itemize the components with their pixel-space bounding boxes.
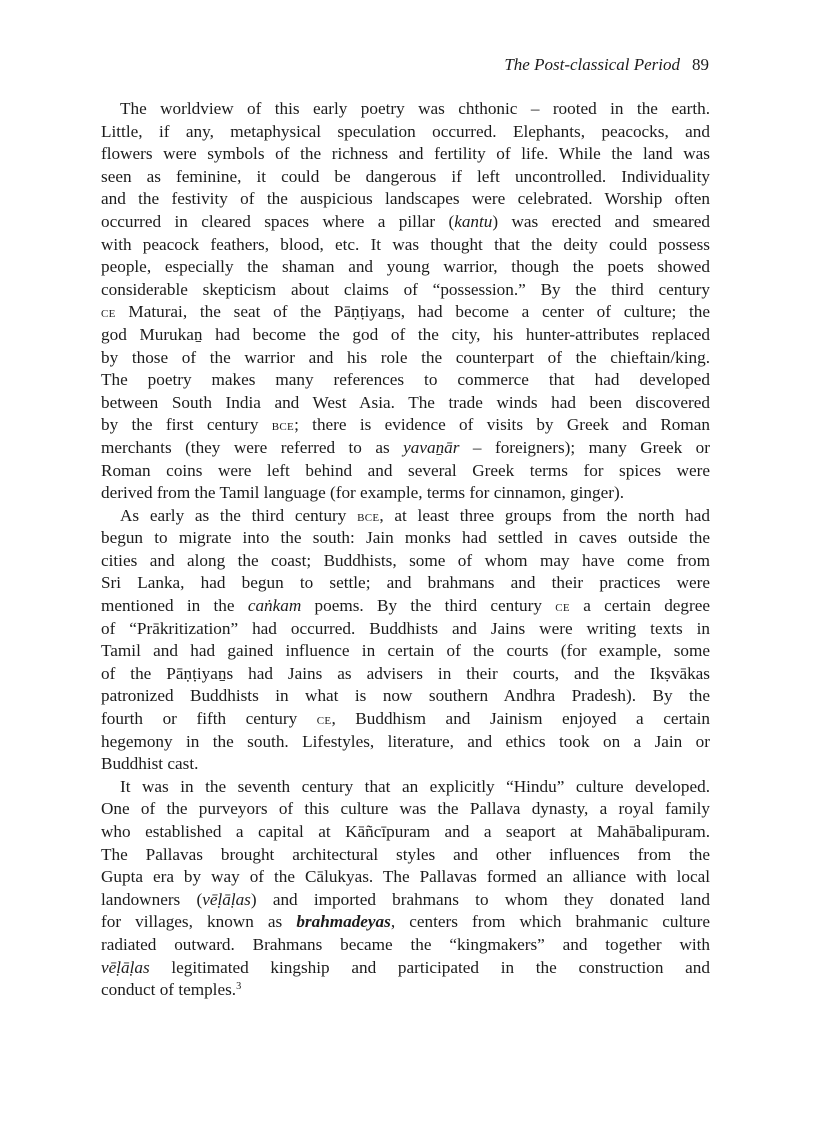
text-run: legitimated kingship and participated in the construction and [149,957,710,977]
italic-term: vēḷāḷas [202,889,251,909]
text-run: cities and along the coast; Buddhists, some of whom may have come from [101,550,710,570]
text-run: people, especially the shaman and young warrior, though the poets showed [101,257,710,277]
era-abbreviation: ce [316,712,332,729]
paragraph [101,505,710,776]
text-run: considerable skepticism about claims of “possession.” By the third century [101,279,710,299]
text-run: The poetry makes many references to commerce that had developed [101,370,710,390]
text-run: derived from the Tamil language (for example, terms for cinnamon, ginger). [101,483,624,503]
text-run: It was in the seventh century that an explicitly “Hindu” culture developed. [120,776,710,796]
era-abbreviation: bce [357,508,380,525]
text-run: The Pallavas brought architectural styles and other influences from the [101,844,710,864]
text-line [101,279,710,302]
text-line [101,347,710,370]
text-run: occurred in cleared spaces where a pillar ( [101,211,455,231]
footnote-marker[interactable]: 3 [236,980,242,992]
text-line [101,482,710,505]
text-run: , centers from which brahmanic culture [390,912,710,932]
text-line [101,957,710,980]
text-run: , Buddhism and Jainism enjoyed a certain [331,709,710,729]
bold-italic-term: brahmadeyas [296,912,391,932]
text-line [101,437,710,460]
text-line [101,640,710,663]
text-line [101,505,710,528]
text-line [101,708,710,731]
text-line [101,889,710,912]
text-line [101,460,710,483]
italic-term: yavaṉār [403,437,460,457]
text-run: of the Pāṇṭiyaṉs had Jains as advisers in their courts, and the Ikṣvākas [101,663,710,683]
text-run: patronized Buddhists in what is now southern Andhra Pradesh). By the [101,686,710,706]
text-run: god Murukaṉ had become the god of the city, his hunter-attributes replaced [101,324,710,344]
running-head [504,55,709,75]
page-number: 89 [692,55,709,74]
text-line [101,301,710,324]
text-run: merchants (they were referred to as [101,437,404,457]
text-run: a certain degree [569,596,710,616]
italic-term: kantu [454,211,493,231]
text-line [101,979,710,1002]
text-line [101,188,710,211]
text-line [101,618,710,641]
text-line [101,844,710,867]
text-run: Roman coins were left behind and several Greek terms for spices were [101,460,710,480]
text-run: flowers were symbols of the richness and fertility of life. While the land was [101,144,710,164]
text-line [101,369,710,392]
text-line [101,866,710,889]
text-line [101,324,710,347]
text-line [101,731,710,754]
text-run: landowners ( [101,889,203,909]
text-run: hegemony in the south. Lifestyles, literature, and ethics took on a Jain or [101,731,710,751]
text-run: ; there is evidence of visits by Greek and Roman [294,415,710,435]
text-line [101,121,710,144]
text-line [101,821,710,844]
text-line [101,753,710,776]
text-line [101,776,710,799]
text-line [101,550,710,573]
text-run: radiated outward. Brahmans became the “kingmakers” and together with [101,934,710,954]
text-line [101,234,710,257]
text-line [101,595,710,618]
text-line [101,211,710,234]
text-run: poems. By the third century [301,596,556,616]
text-run: – foreigners); many Greek or [459,437,710,457]
text-line [101,527,710,550]
era-abbreviation: ce [555,599,570,616]
text-line [101,143,710,166]
text-run: and the festivity of the auspicious landscapes were celebrated. Worship often [101,189,710,209]
text-run: , at least three groups from the north had [379,505,711,525]
text-run: with peacock feathers, blood, etc. It was thought that the deity could possess [101,234,710,254]
running-head-title: The Post-classical Period [504,55,680,74]
text-run: for villages, known as [101,912,297,932]
text-run: Little, if any, metaphysical speculation occurred. Elephants, peacocks, and [101,121,710,141]
text-run: mentioned in the [101,596,248,616]
text-run: fourth or fifth century [101,709,317,729]
text-run: conduct of temples. [101,980,237,1000]
text-line [101,572,710,595]
text-line [101,663,710,686]
text-line [101,911,710,934]
text-line [101,98,710,121]
text-run: Maturai, the seat of the Pāṇṭiyaṉs, had become a center of culture; the [115,302,710,322]
text-line [101,392,710,415]
text-run: As early as the third century [120,505,358,525]
paragraph [101,776,710,1002]
text-run: of “Prākritization” had occurred. Buddhists and Jains were writing texts in [101,618,710,638]
era-abbreviation: ce [101,305,116,322]
text-line [101,256,710,279]
text-run: Gupta era by way of the Cālukyas. The Pallavas formed an alliance with local [101,867,710,887]
text-run: by the first century [101,415,272,435]
text-line [101,166,710,189]
text-line [101,414,710,437]
text-run: ) and imported brahmans to whom they donated land [250,889,710,909]
text-run: between South India and West Asia. The trade winds had been discovered [101,392,710,412]
text-run: Sri Lanka, had begun to settle; and brahmans and their practices were [101,573,710,593]
paragraph [101,98,710,505]
text-run: One of the purveyors of this culture was the Pallava dynasty, a royal family [101,799,710,819]
text-run: seen as feminine, it could be dangerous if left uncontrolled. Individuality [101,166,710,186]
text-run: who established a capital at Kāñcīpuram and a seaport at Mahābalipuram. [101,822,710,841]
text-run: Buddhist cast. [101,754,199,774]
text-line [101,798,710,821]
text-run: ) was erected and smeared [492,211,711,231]
era-abbreviation: bce [271,418,295,435]
text-run: The worldview of this early poetry was chthonic – rooted in the earth. [120,99,710,118]
italic-term: vēḷāḷas [101,957,150,977]
text-run: Tamil and had gained influence in certain of the courts (for example, some [101,641,710,661]
text-line [101,934,710,957]
body-text [101,98,710,1002]
text-run: by those of the warrior and his role the counterpart of the chieftain/king. [101,347,710,367]
italic-term: caṅkam [247,596,302,616]
text-run: begun to migrate into the south: Jain monks had settled in caves outside the [101,528,710,548]
text-line [101,685,710,708]
